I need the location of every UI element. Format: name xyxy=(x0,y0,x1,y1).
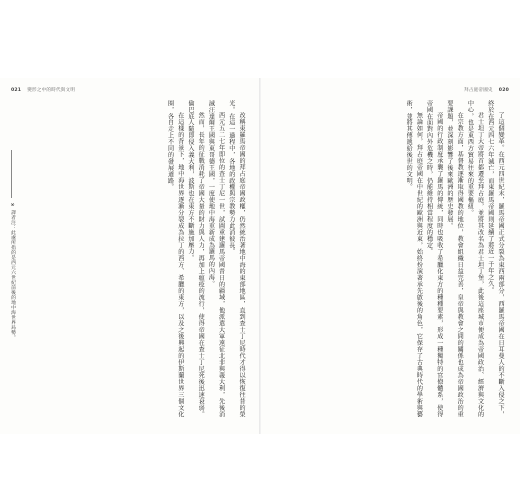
right-paragraph: 在宗教方面，基督教逐漸取得國教的地位，教會組織日益完善，皇帝與教會之間的關係也成為帝國政治的重要課題，並深刻影響了後來歐洲的歷史發展。 xyxy=(445,100,464,418)
left-page xyxy=(0,78,259,434)
left-paragraph: 改稱東羅馬帝國的拜占庭帝國政權，仍然統治著地中海的東部地區，直到查士丁尼時代才得以恢復往昔的榮光。在這一過程中，各地的政權與宗教勢力此消彼長。 xyxy=(227,100,245,418)
right-paragraph: 無論如何，拜占庭帝國在中世紀的歐洲與近東，始終扮演著承先啟後的角色，它保存了古典時代的學術與藝術，並將其傳遞給後世的文明。 xyxy=(405,100,423,418)
right-page-header xyxy=(464,87,509,93)
right-page-number: 020 xyxy=(498,87,509,93)
left-paragraph: 然而，長年的征戰消耗了帝國大量的財力與人力，再加上瘟疫的流行，使得帝國在查士丁尼死後迅速衰弱。倫巴底人隨即侵入義大利，波斯也在東方不斷施加壓力。 xyxy=(186,100,205,418)
left-page-header xyxy=(11,87,75,93)
left-paragraph: 西元五二七年即位的查士丁尼一世，試圖重建羅馬帝國昔日的疆域，他派遣大軍遠征北非與義大利，先後消滅汪達爾王國與東哥德王國，一度使地中海重新成為羅馬的內海。 xyxy=(207,100,225,418)
footnote-divider xyxy=(11,150,12,198)
right-page xyxy=(261,78,520,434)
right-paragraph: 了這個變革。在西元四世紀末，羅馬帝國正式分裂為東西兩部分，西羅馬帝國在日耳曼人的不斷入侵之下，終於在西元四七六年滅亡，而東羅馬帝國則延續了將近一千年之久。 xyxy=(486,100,504,418)
right-paragraph: 君士坦丁大帝將首都遷至拜占庭，並將其改名為君士坦丁堡，此後這座城市便成為帝國政治、經濟與文化的中心，也是東西方貿易往來的重要樞紐。 xyxy=(466,100,484,418)
left-paragraph: 在這樣的背景下，地中海世界逐漸分裂成為拉丁的西方、希臘的東方，以及之後興起的伊斯蘭世界三個文化圈，各自走上不同的發展道路。 xyxy=(166,100,184,418)
footnote: ※ 譯者注：此處所指的是西元六世紀前後的地中海世界局勢。 xyxy=(10,203,15,340)
book-spread xyxy=(0,78,520,434)
left-body-text xyxy=(20,100,246,418)
left-page-number: 021 xyxy=(11,87,22,93)
left-running-title: 變形之中的時代與文明 xyxy=(27,88,76,93)
right-body-text xyxy=(273,100,505,418)
right-running-title: 拜占庭帝國史 xyxy=(464,88,493,93)
right-paragraph: 帝國的行政制度承襲了羅馬的傳統，同時也吸收了希臘化東方的種種要素，形成一種獨特的官僚體系，使得帝國在面對內外危機之時，仍能維持相當程度的穩定。 xyxy=(425,100,443,418)
